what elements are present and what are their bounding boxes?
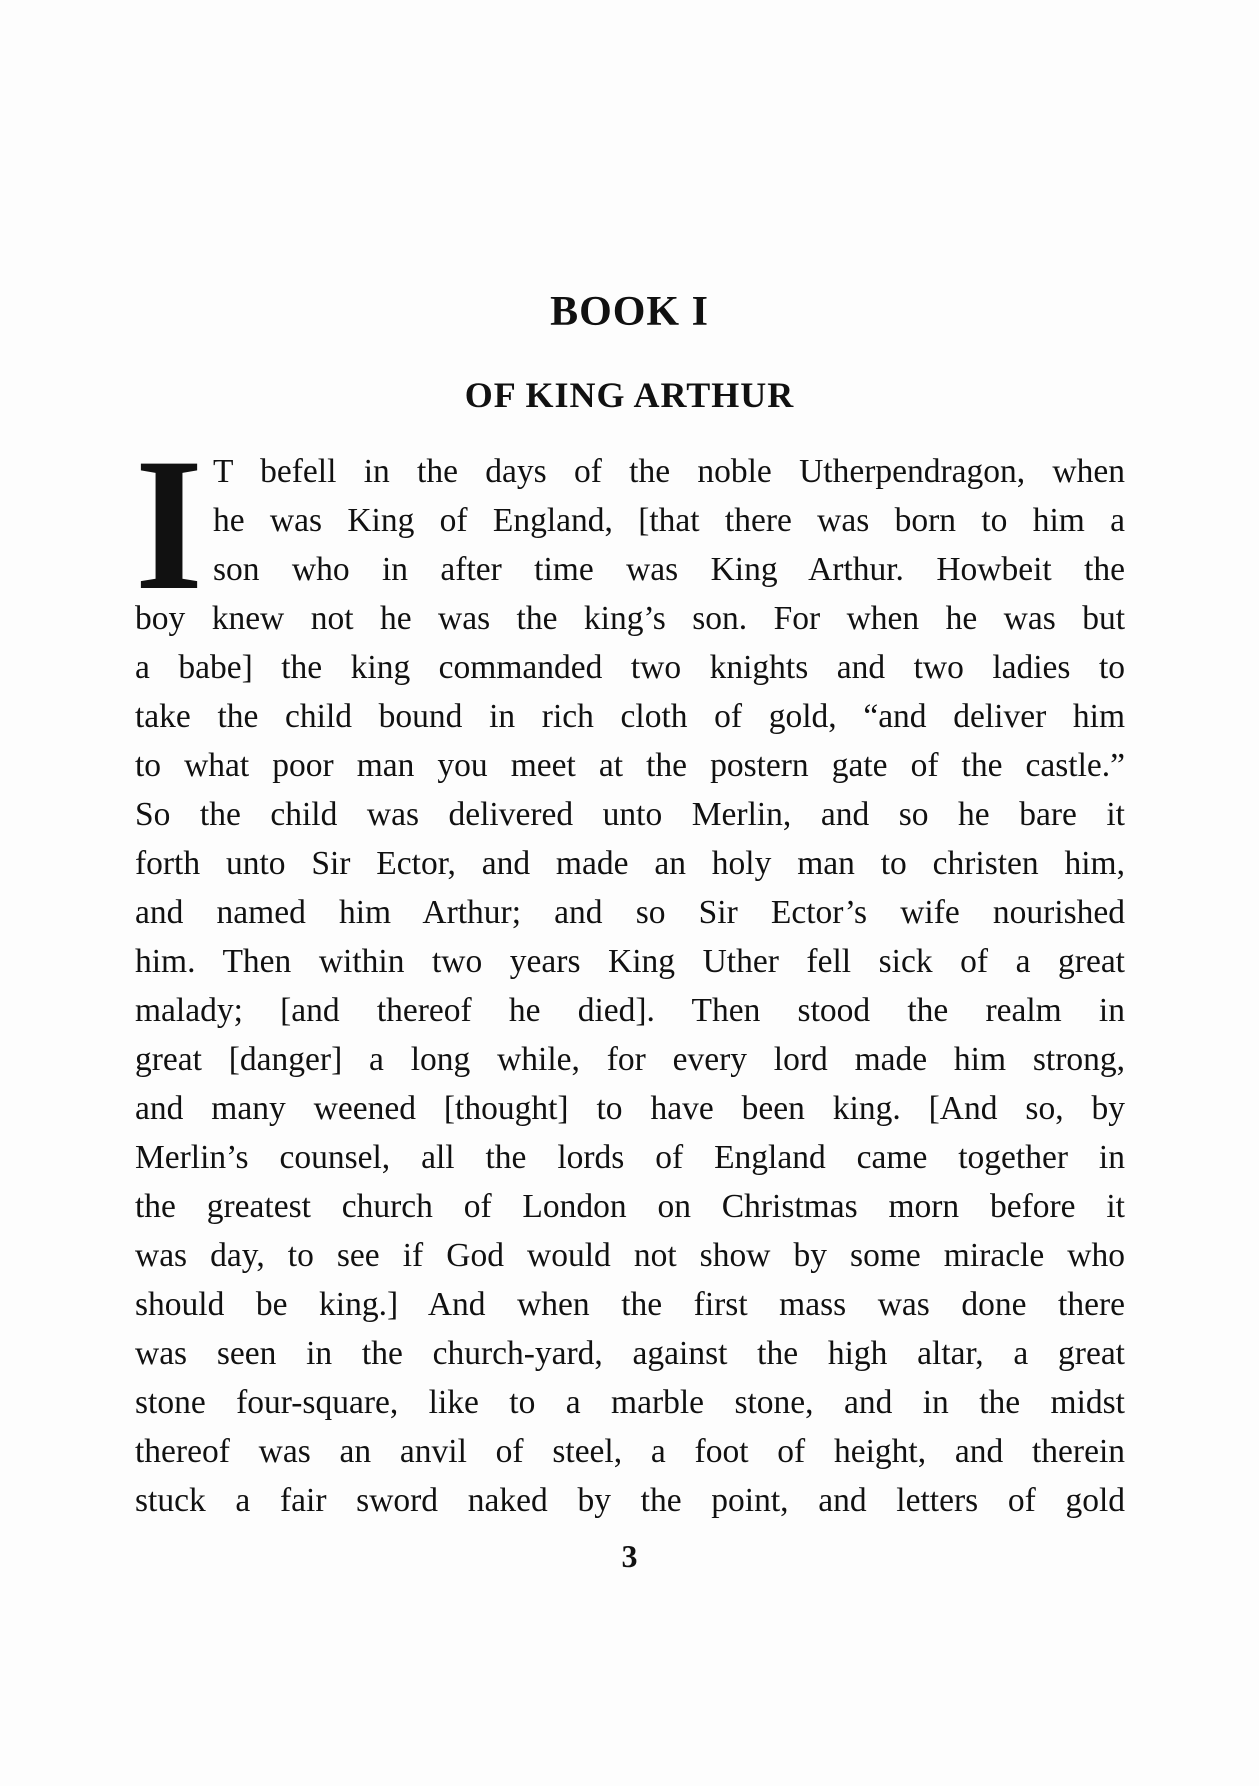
text-line: was day, to see if God would not show by some miracle who [135, 1237, 1125, 1274]
text-line: stuck a fair sword naked by the point, and letters of gold [135, 1482, 1125, 1519]
drop-cap: I [135, 420, 204, 630]
text-line: boy knew not he was the king’s son. For when he was but [135, 600, 1125, 637]
text-line: Merlin’s counsel, all the lords of England came together in [135, 1139, 1125, 1176]
text-line: should be king.] And when the first mass was done there [135, 1286, 1125, 1323]
text-line: son who in after time was King Arthur. Howbeit the [213, 551, 1125, 588]
text-line: malady; [and thereof he died]. Then stood the realm in [135, 992, 1125, 1029]
text-line: a babe] the king commanded two knights and two ladies to [135, 649, 1125, 686]
text-line: T befell in the days of the noble Utherpendragon, when [213, 453, 1125, 490]
text-line: forth unto Sir Ector, and made an holy man to christen him, [135, 845, 1125, 882]
text-line: thereof was an anvil of steel, a foot of height, and therein [135, 1433, 1125, 1470]
chapter-title: OF KING ARTHUR [464, 375, 795, 415]
text-line: the greatest church of London on Christmas morn before it [135, 1188, 1125, 1225]
book-title: BOOK I [550, 289, 709, 335]
text-line: great [danger] a long while, for every lord made him strong, [135, 1041, 1125, 1078]
text-line: to what poor man you meet at the postern gate of the castle.” [135, 747, 1125, 784]
text-line: and named him Arthur; and so Sir Ector’s wife nourished [135, 894, 1125, 931]
text-line: So the child was delivered unto Merlin, and so he bare it [135, 796, 1125, 833]
text-line: stone four-square, like to a marble stone, and in the midst [135, 1384, 1125, 1421]
text-line: and many weened [thought] to have been king. [And so, by [135, 1090, 1125, 1127]
text-line: he was King of England, [that there was born to him a [213, 502, 1125, 539]
page-number: 3 [621, 1538, 638, 1574]
body-text [135, 420, 1125, 1525]
text-line: take the child bound in rich cloth of gold, “and deliver him [135, 698, 1125, 735]
text-line: him. Then within two years King Uther fell sick of a great [135, 943, 1125, 980]
text-line: was seen in the church-yard, against the high altar, a great [135, 1335, 1125, 1372]
